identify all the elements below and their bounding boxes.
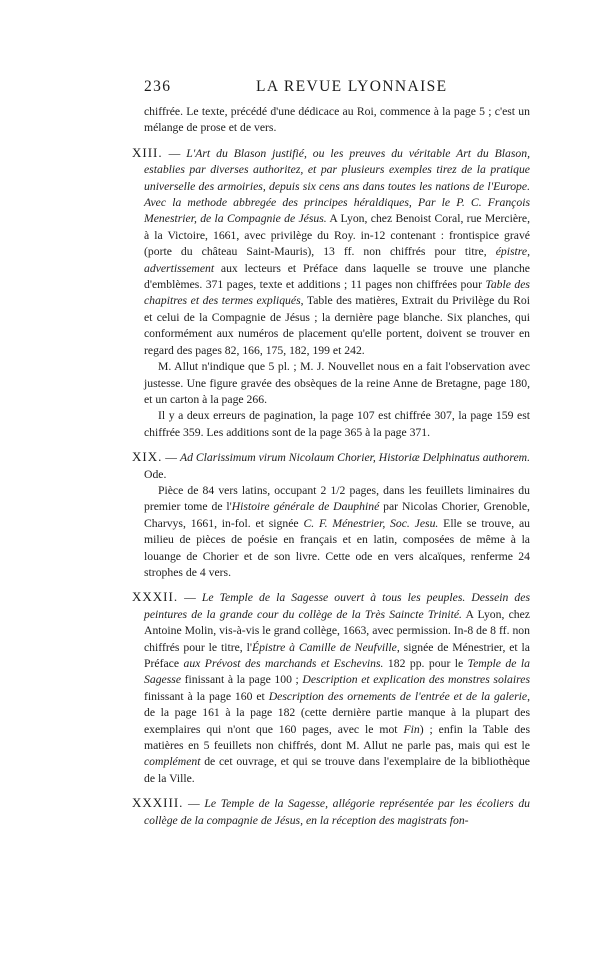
entry-dash: — bbox=[178, 591, 202, 605]
entry-italic: épistre, advertissement bbox=[144, 245, 530, 275]
entry-text: ) ; enfin la Table des matières en 5 feuillets non chiffrés, dont M. Allut ne parle pas, mais qui est le bbox=[144, 722, 530, 753]
entry-italic: complément bbox=[144, 755, 201, 769]
entry-italic: Description et explication des monstres solaires bbox=[302, 673, 530, 687]
entry-dash: — bbox=[183, 797, 205, 811]
entry-text: A Lyon, chez Antoine Molin, vis-à-vis le grand collège, 1663, avec permission. In-8 de 8 ff. non chiffrés pour le titre, l' bbox=[144, 607, 530, 654]
entry-number: XXXII. bbox=[132, 589, 179, 605]
running-title: LA REVUE LYONNAISE bbox=[256, 78, 448, 95]
entry-xxxii-citation bbox=[132, 589, 530, 787]
entry-title: Le Temple de la Sagesse ouvert à tous les peuples. Dessein des peintures de la grande cour du collège de la Très Saincte Trinité. bbox=[144, 591, 530, 621]
entry-xix bbox=[132, 449, 531, 581]
page-number: 236 bbox=[144, 78, 172, 95]
entry-text: par Nicolas Chorier, Grenoble, Charvys, 1661, in-fol. et signée bbox=[144, 500, 530, 530]
entry-xiii bbox=[132, 144, 531, 441]
entry-number: XIX. bbox=[132, 449, 163, 465]
entry-xiii-citation bbox=[132, 144, 531, 359]
entry-italic: Histoire générale de Dauphiné bbox=[231, 500, 380, 514]
entry-number: XXXIII. bbox=[132, 795, 184, 811]
page-header bbox=[144, 78, 534, 98]
entry-xix-citation bbox=[132, 449, 531, 483]
entry-italic: C. F. Ménestrier, Soc. Jesu. bbox=[303, 516, 439, 530]
entry-text: Elle se trouve, au milieu de pièces de poésie en français et en latin, composées de même à la louange de Chorier et de son livre. Cette ode en vers alcaïques, renferme 24 strophes de 4 vers. bbox=[144, 516, 530, 579]
entry-italic: Fin bbox=[403, 722, 420, 736]
entry-number: XIII. bbox=[132, 144, 163, 160]
entry-text: A Lyon, chez Benoist Coral, rue Mercière, à la Victoire, 1661, avec privilège du Roy. in-12 contenant : frontispice gravé (porte du château Saint-Mauris), 13 ff. non chiffrés pour titre, bbox=[144, 212, 531, 259]
entry-dash: — bbox=[162, 146, 187, 160]
entry-xiii-note-1: M. Allut n'indique que 5 pl. ; M. J. Nouvellet nous en a fait l'observation avec justesse. Une figure gravée des obsèques de la reine Anne de Bretagne, page 180, et un carton à la page 266. bbox=[144, 360, 530, 406]
entry-text: 182 pp. pour le bbox=[383, 657, 468, 670]
entry-xxxiii bbox=[132, 795, 531, 829]
entry-italic: Temple de la Sagesse bbox=[144, 657, 530, 687]
entry-text: finissant à la page 100 ; bbox=[181, 673, 303, 687]
entry-text: , signée de Ménestrier, et la Préface bbox=[144, 640, 530, 670]
entry-italic: Table des chapitres et des termes expliqués bbox=[144, 278, 530, 308]
entry-text: de cet ouvrage, et qui se trouve dans l'exemplaire de la bibliothèque de la Ville. bbox=[144, 755, 530, 785]
entry-title: L'Art du Blason justifié, ou les preuves du véritable Art du Blason, establies par diverses authoritez, et par plusieurs exemples tirez de la pratique universelle des armoiries, depuis six cens ans dans toutes les nations de l'Europe. Avec la methode abbregée des principes héraldiques, Par le P. C. François Menestrier, de la Compagnie de Jésus. bbox=[144, 146, 531, 226]
entry-text: Ode. bbox=[144, 467, 167, 481]
page-body bbox=[132, 104, 531, 829]
entry-italic: Description des ornements de l'entrée et de la galerie bbox=[268, 689, 528, 703]
entry-title: Le Temple de la Sagesse, allégorie représentée par les écoliers du collège de la compagnie de Jésus, en la réception des magistrats fon- bbox=[144, 797, 531, 827]
entry-xix-note bbox=[144, 483, 530, 581]
entry-text: finissant à la page 160 et bbox=[144, 689, 269, 703]
entry-xiii-note-2: Il y a deux erreurs de pagination, la page 107 est chiffrée 307, la page 159 est chiffrée 359. Les additions sont de la page 365 à la page 371. bbox=[144, 409, 530, 439]
entry-xxxiii-citation bbox=[132, 795, 531, 829]
entry-text: aux lecteurs et Préface dans laquelle se trouve une planche d'emblèmes. 371 pages, texte et additions ; 11 pages non chiffrées pour bbox=[144, 261, 530, 292]
entry-text: , Table des matières, Extrait du Privilège du Roi et celui de la Compagnie de Jésus ; la dernière page blanche. Six planches, qui conformément aux numéros de placement qu'elle portent, doivent se trouver en regard des pages 82, 166, 175, 182, 199 et 242. bbox=[144, 294, 531, 357]
entry-xxxii bbox=[132, 589, 530, 787]
entry-italic: aux Prévost des marchands et Eschevins. bbox=[183, 657, 384, 670]
paragraph-continuation: chiffrée. Le texte, précédé d'une dédicace au Roi, commence à la page 5 ; c'est un mélange de prose et de vers. bbox=[144, 105, 530, 135]
entry-title: Ad Clarissimum virum Nicolaum Chorier, Historiæ Delphinatus authorem. bbox=[179, 451, 531, 465]
entry-dash: — bbox=[162, 451, 180, 465]
entry-text: , de la page 161 à la page 182 (cette dernière partie manque à la plupart des exemplaires qui n'ont que 160 pages, avec le mot bbox=[144, 689, 530, 736]
entry-italic: Épistre à Camille de Neufville bbox=[251, 640, 397, 654]
entry-text: Pièce de 84 vers latins, occupant 2 1/2 pages, dans les feuillets liminaires du premier tome de l' bbox=[144, 483, 530, 514]
